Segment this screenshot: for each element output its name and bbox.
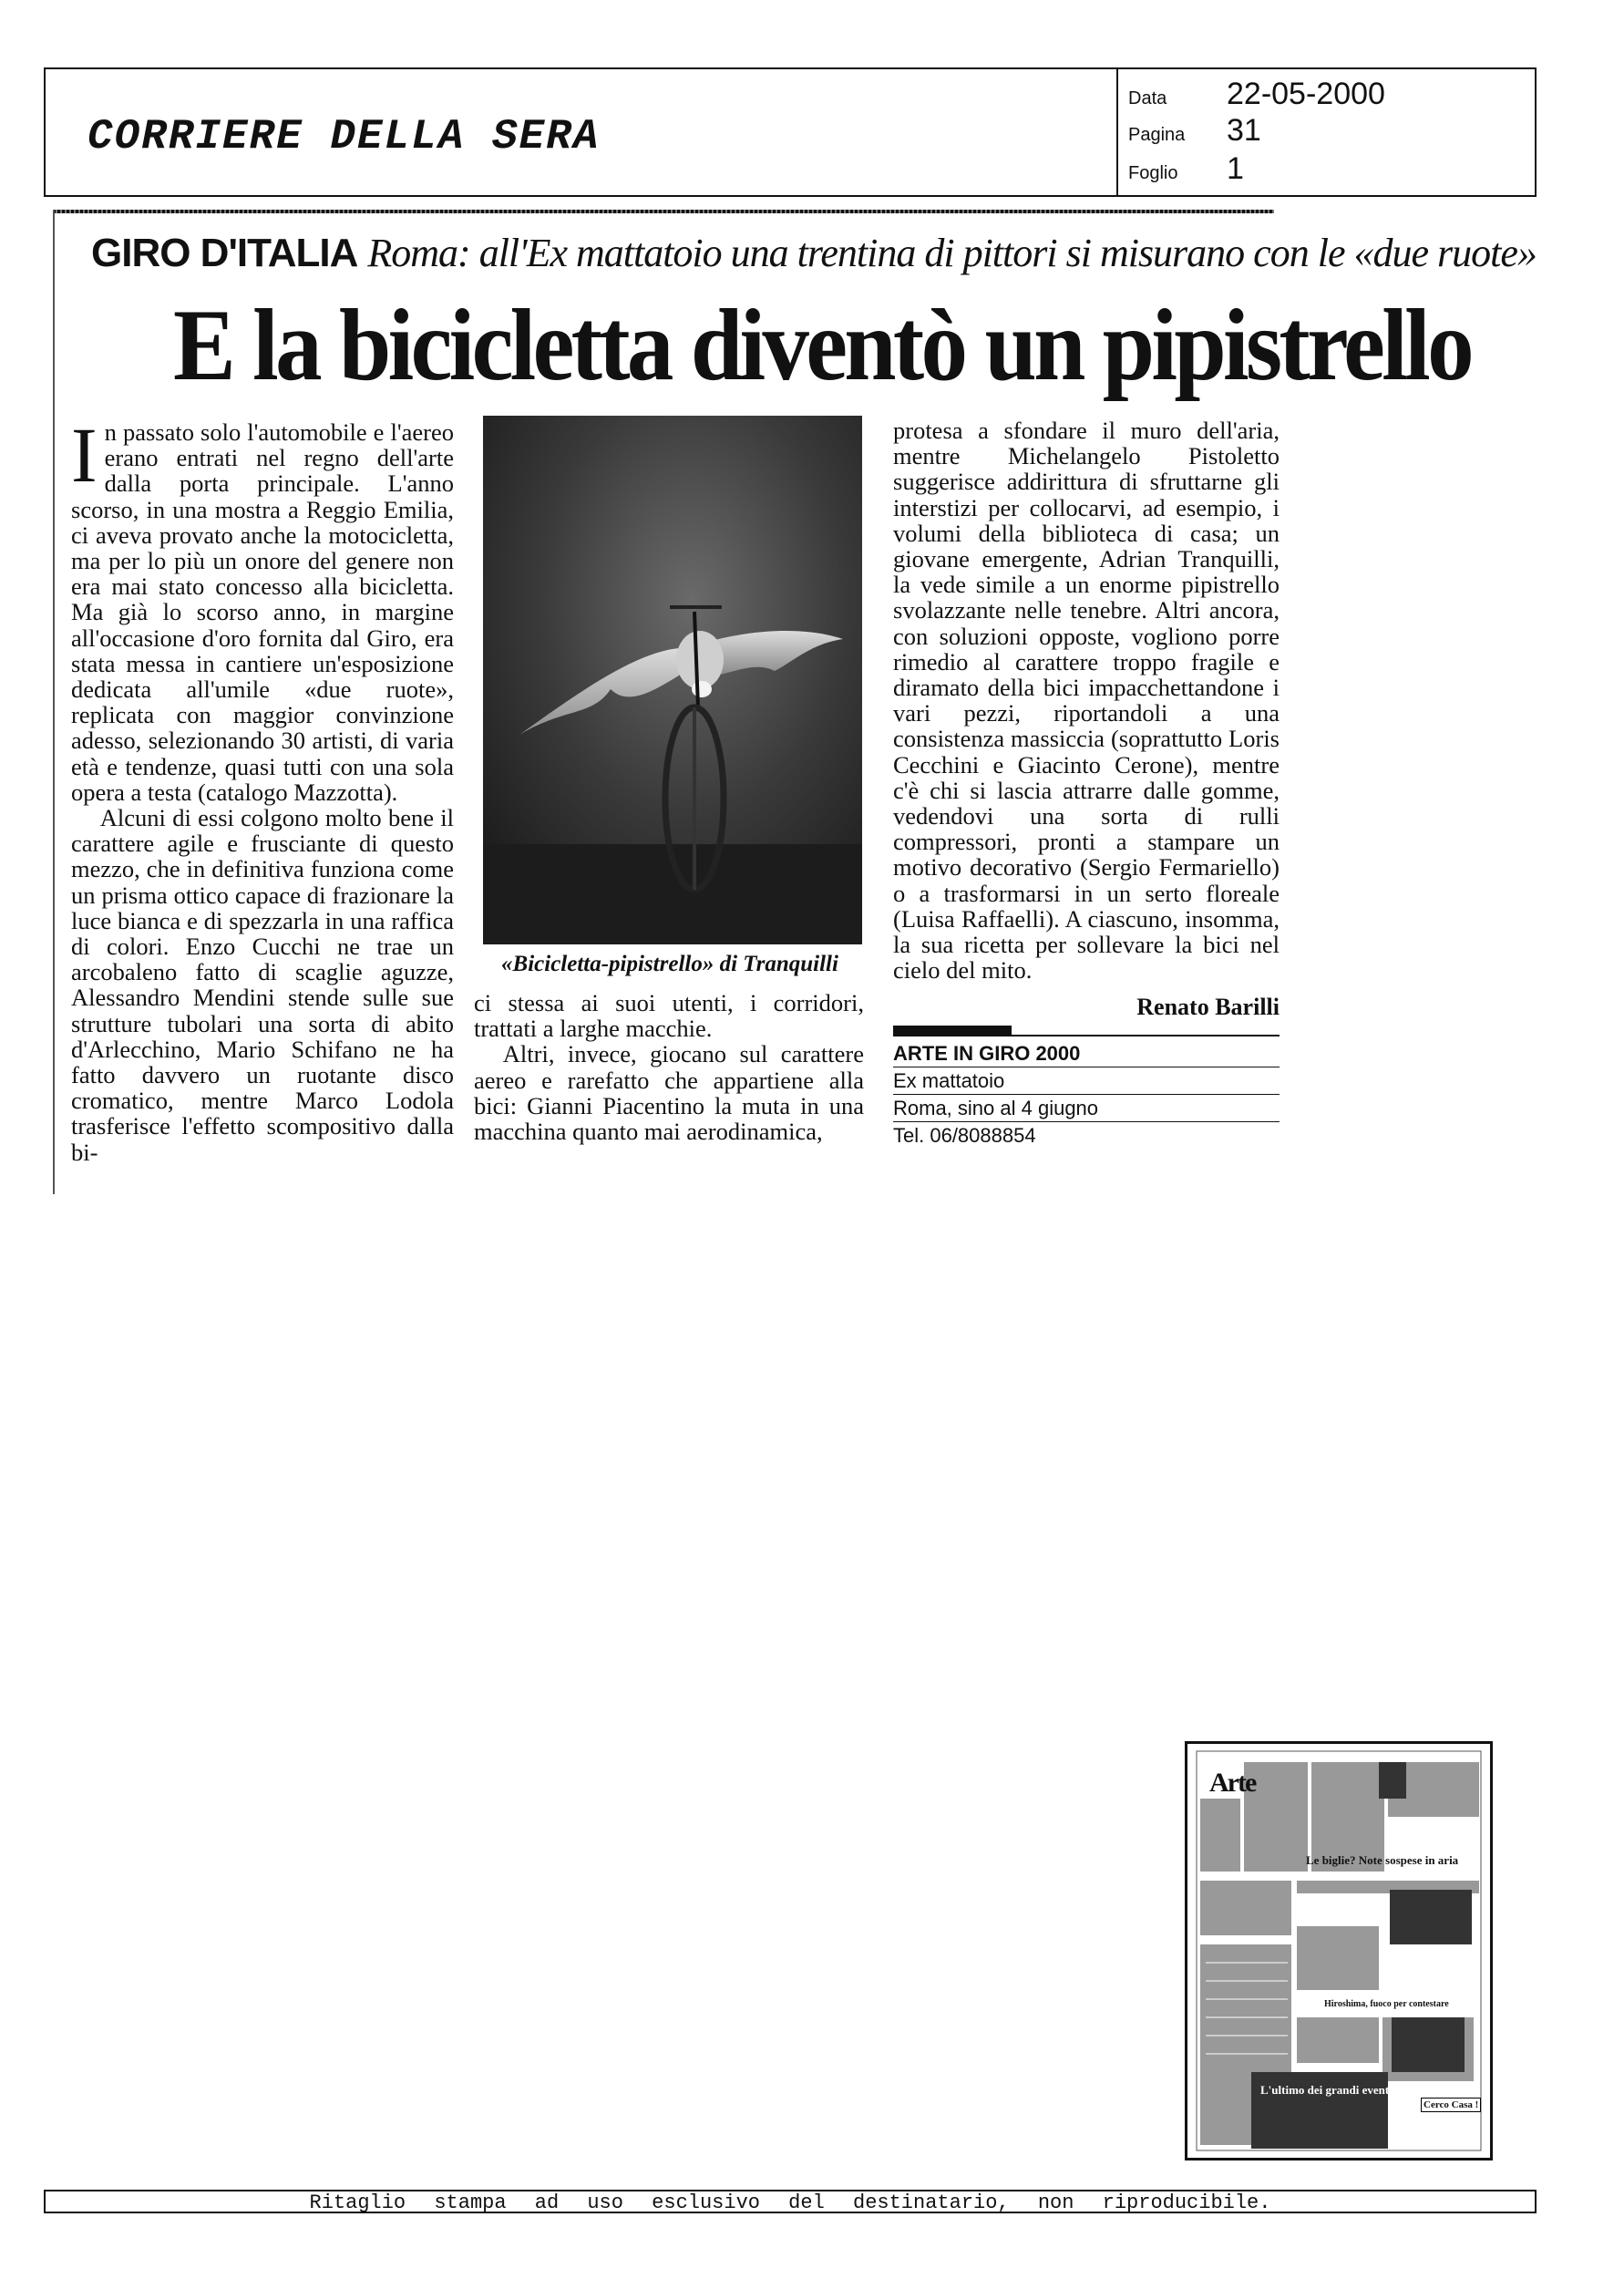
page-value: 31	[1227, 113, 1261, 148]
footer-notice: Ritaglio stampa ad uso esclusivo del destinatario, non riproducibile.	[309, 2191, 1271, 2214]
masthead: CORRIERE DELLA SERA	[87, 113, 601, 160]
paragraph: Alcuni di essi colgono molto bene il carattere agile e frusciante di questo mezzo, che in definitiva funziona come un prisma ottico capace di frazionare la luce bianca e di spezzarla in una raffica di colori. Enzo Cucchi ne trae un arcobaleno fatto di scaglie aguzze, Alessandro Mendini stende sulle sue strutture tubolari una sorta di abito d'Arlecchino, Mario Schifano ne ha fatto davvero un ruotante disco cromatico, mentre Marco Lodola trasferisce l'effetto scompositivo dalla bi-	[71, 804, 454, 1166]
bat-bicycle-image	[483, 416, 862, 944]
sheet-value: 1	[1227, 151, 1244, 186]
article-column-1	[71, 411, 454, 1166]
kicker	[91, 230, 1537, 276]
photo-caption: «Bicicletta-pipistrello» di Tranquilli	[501, 952, 838, 976]
article-top-rule	[53, 210, 1274, 213]
article-left-rule	[53, 210, 55, 1194]
paragraph	[71, 411, 454, 806]
headline: E la bicicletta diventò un pipistrello	[173, 289, 1471, 402]
paragraph: protesa a sfondare il muro dell'aria, mentre Michelangelo Pistoletto suggerisce addirittura di sfruttarne gli interstizi per collocarvi, ad esempio, i volumi della biblioteca di casa; un giovane emergente, Adrian Tranquilli, la vede simile a un enorme pipistrello svolazzante nelle tenebre. Altri ancora, con soluzioni opposte, vogliono porre rimedio al carattere troppo fragile e diramato della bici impacchettandone i vari pezzi, riportandoli a una consistenza massiccia (soprattutto Loris Cecchini e Giacinto Cerone), mentre c'è chi si lascia attrarre dalle gomme, vedendovi una sorta di rulli compressori, pronti a stampare un motivo decorativo (Sergio Fermariello) o a trasformarsi in un serto floreale (Luisa Raffaelli). A ciascuno, insomma, la sua ricetta per sollevare la bici nel cielo del mito.	[893, 417, 1280, 985]
info-box-rule	[893, 1035, 1280, 1036]
thumbnail-section-title: Arte	[1209, 1768, 1256, 1798]
article-column-2	[474, 990, 864, 1144]
info-phone: Tel. 06/8088854	[893, 1124, 1036, 1147]
thumbnail-headline: Le biglie? Note sospese in aria	[1306, 1853, 1459, 1867]
info-title: ARTE IN GIRO 2000	[893, 1041, 1280, 1067]
date-label: Data	[1128, 88, 1167, 108]
sheet-row	[1128, 151, 1244, 187]
paragraph-text: n passato solo l'automobile e l'aereo erano entrati nel regno dell'arte dalla porta principale. L'anno scorso, in una mostra a Reggio Emilia, ci aveva provato anche la motocicletta, ma per lo più un onore del genere non era mai stato concesso alla bicicletta. Ma già lo scorso anno, in margine all'occasione d'oro fornita dal Giro, era stata messa in cantiere un'esposizione dedicata all'umile «due ruote», replicata con maggior convinzione adesso, selezionando 30 artisti, di varia età e tendenze, quasi tutti con una sola opera a testa (catalogo Mazzotta).	[71, 418, 454, 806]
date-row	[1128, 77, 1385, 112]
kicker-text: Roma: all'Ex mattatoio una trentina di pittori si misurano con le «due ruote»	[367, 231, 1537, 275]
page-label: Pagina	[1128, 125, 1186, 145]
dropcap: I	[71, 411, 98, 499]
thumbnail-ad-box: Cerco Casa !	[1421, 2098, 1481, 2112]
info-dates: Roma, sino al 4 giugno	[893, 1096, 1280, 1122]
article-photo	[483, 416, 862, 944]
date-value: 22-05-2000	[1227, 77, 1385, 111]
page-row	[1128, 113, 1261, 149]
thumbnail-headline: Hiroshima, fuoco per contestare	[1324, 1999, 1449, 2009]
page-thumbnail	[1185, 1741, 1493, 2160]
sheet-label: Foglio	[1128, 163, 1178, 183]
paragraph: ci stessa ai suoi utenti, i corridori, trattati a larghe macchie.	[474, 989, 864, 1043]
author-byline: Renato Barilli	[1136, 994, 1280, 1020]
kicker-section: GIRO D'ITALIA	[91, 231, 358, 275]
info-venue: Ex mattatoio	[893, 1068, 1280, 1095]
thumbnail-headline: L'ultimo dei grandi eventi	[1260, 2083, 1393, 2097]
paragraph: Altri, invece, giocano sul carattere aereo e rarefatto che appartiene alla bici: Gianni Piacentino la muta in una macchina quanto mai aerodinamica,	[474, 1040, 864, 1146]
article-column-3	[893, 418, 1280, 983]
